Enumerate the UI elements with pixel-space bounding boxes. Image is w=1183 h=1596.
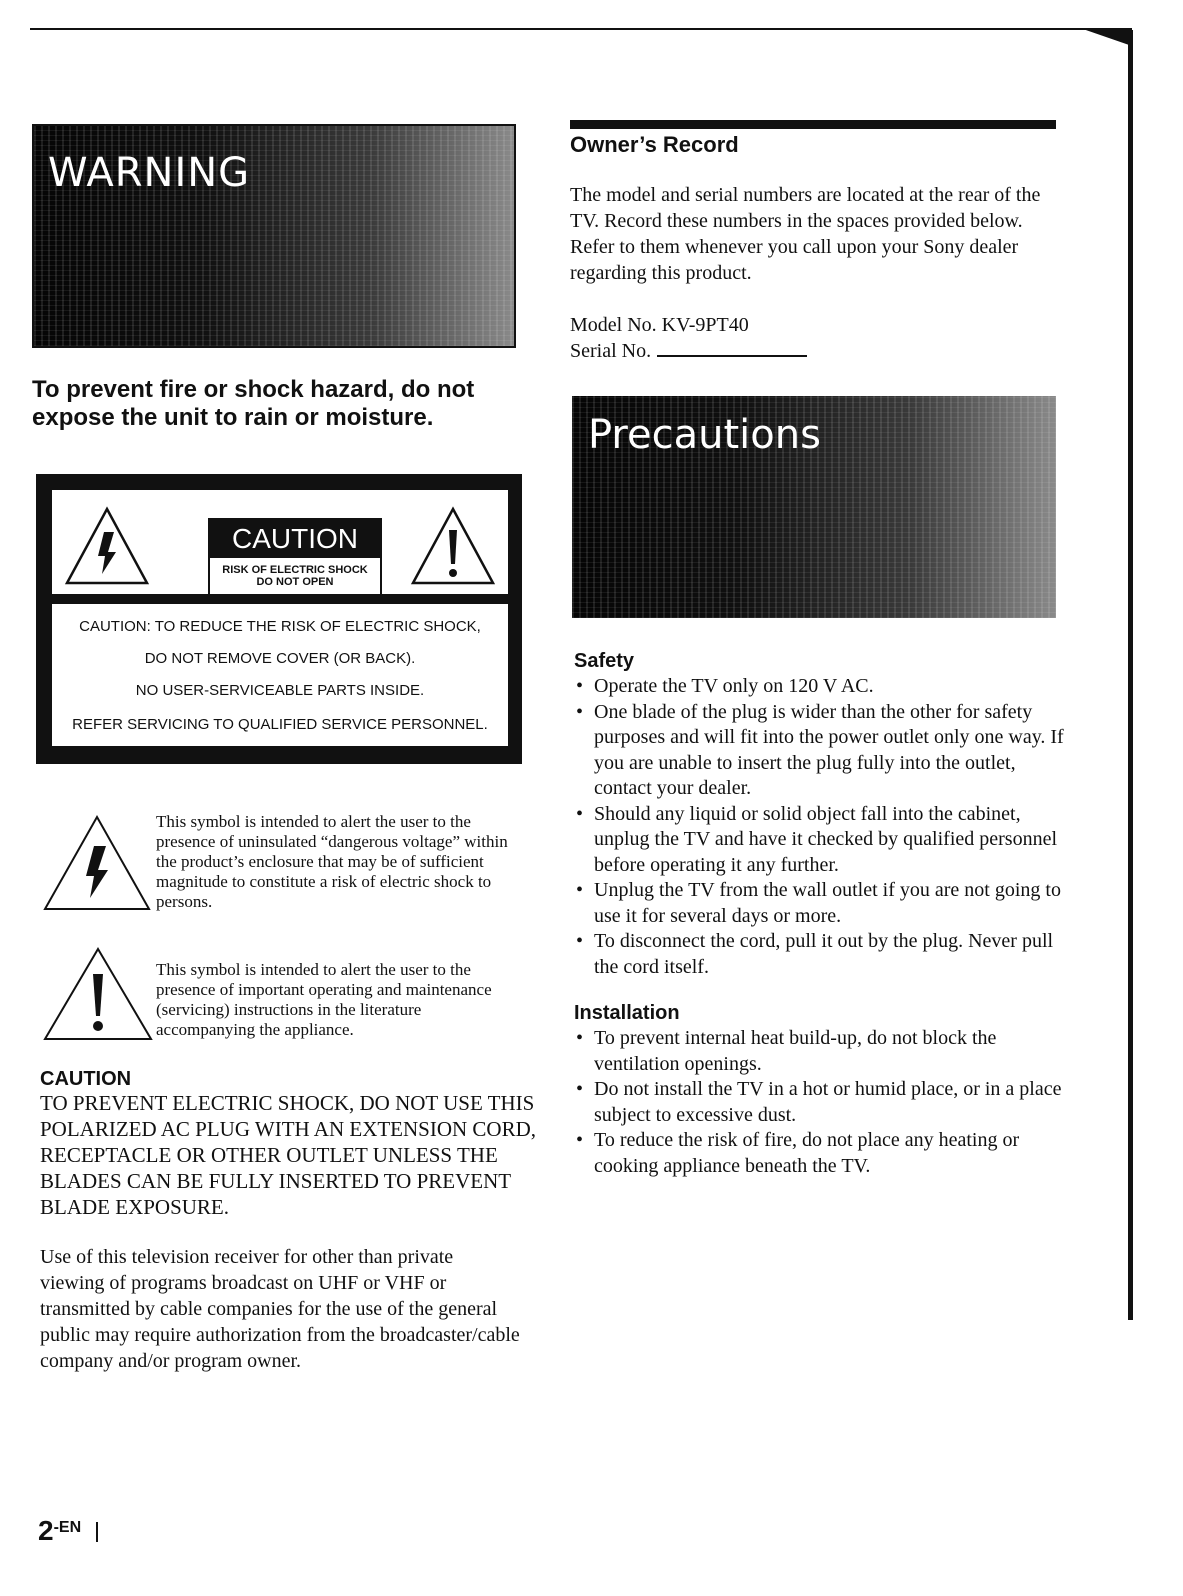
owners-record-title: Owner’s Record xyxy=(570,132,739,157)
page-number xyxy=(38,1515,81,1547)
serial-number xyxy=(570,338,807,364)
list-item: • To disconnect the cord, pull it out by the plug. Never pull the cord itself. xyxy=(574,929,1064,980)
lightning-warning-icon xyxy=(64,506,150,586)
warning-banner xyxy=(32,124,516,348)
caution-label-top xyxy=(52,490,508,594)
exclamation-symbol-text: This symbol is intended to alert the user to the presence of important operating and maintenance (servicing) instructions in the literature accompanying the appliance. xyxy=(156,960,492,1039)
warning-title: WARNING xyxy=(48,150,251,196)
list-item: • One blade of the plug is wider than the other for safety purposes and will fit into the power outlet only one way. If you are unable to insert the plug fully into the outlet, contact your dealer. xyxy=(574,700,1064,802)
caution-label-text xyxy=(52,604,508,746)
caution-label-title: CAUTION xyxy=(210,520,380,558)
top-rule xyxy=(30,28,1130,30)
safety-heading: Safety xyxy=(574,650,635,672)
list-item: • To prevent internal heat build-up, do not block the ventilation openings. xyxy=(574,1026,1064,1077)
page-number-divider xyxy=(96,1522,98,1542)
list-item: • Do not install the TV in a hot or humid place, or in a place subject to excessive dust. xyxy=(574,1077,1064,1128)
list-item: • Should any liquid or solid object fall into the cabinet, unplug the TV and have it checked by qualified personnel before operating it any further. xyxy=(574,802,1064,879)
serial-number-blank xyxy=(657,339,807,357)
caution-label-line2: DO NOT REMOVE COVER (OR BACK). xyxy=(144,650,416,667)
use-notice: Use of this television receiver for other than private viewing of programs broadcast on UHF or VHF or transmitted by cable companies for the use of the general public may require authorization from the broadcaster/cable company and/or program owner. xyxy=(40,1246,520,1372)
hazard-notice: To prevent fire or shock hazard, do not expose the unit to rain or moisture. xyxy=(32,376,475,431)
installation-heading: Installation xyxy=(574,1002,680,1024)
plug-caution-heading: CAUTION xyxy=(40,1068,132,1090)
caution-label xyxy=(208,518,382,596)
page-number-value: 2 xyxy=(38,1515,54,1546)
page-right-edge xyxy=(1128,30,1133,1320)
caution-label-sub-line1: RISK OF ELECTRIC SHOCK xyxy=(222,564,368,576)
safety-list xyxy=(574,674,1064,980)
caution-label-box xyxy=(36,474,522,764)
caution-label-line1: CAUTION: TO REDUCE THE RISK OF ELECTRIC SHOCK, xyxy=(79,618,481,635)
precautions-banner xyxy=(572,396,1056,618)
page-corner xyxy=(1080,28,1132,46)
page-number-suffix: -EN xyxy=(53,1519,82,1536)
list-item: • To reduce the risk of fire, do not place any heating or cooking appliance beneath the TV. xyxy=(574,1128,1064,1179)
lightning-symbol-text: This symbol is intended to alert the user to the presence of uninsulated “dangerous voltage” within the product’s enclosure that may be of sufficient magnitude to constitute a risk of electric shock to persons. xyxy=(156,812,508,911)
caution-label-line4: REFER SERVICING TO QUALIFIED SERVICE PERSONNEL. xyxy=(72,716,488,733)
lightning-symbol-icon xyxy=(42,814,152,912)
caution-label-line3: NO USER-SERVICEABLE PARTS INSIDE. xyxy=(135,682,425,699)
plug-caution-body: TO PREVENT ELECTRIC SHOCK, DO NOT USE THIS POLARIZED AC PLUG WITH AN EXTENSION CORD, RECEPTACLE OR OTHER OUTLET UNLESS THE BLADES CAN BE FULLY INSERTED TO PREVENT BLADE EXPOSURE. xyxy=(40,1091,537,1219)
owners-record-body: The model and serial numbers are located at the rear of the TV. Record these numbers in the spaces provided below. Refer to them whenever you call upon your Sony dealer regarding this product. xyxy=(570,184,1041,284)
installation-list xyxy=(574,1026,1064,1179)
list-item: • Operate the TV only on 120 V AC. xyxy=(574,674,1064,700)
caution-label-subtitle xyxy=(210,564,380,588)
exclamation-symbol-icon xyxy=(42,946,154,1042)
serial-number-label: Serial No. xyxy=(570,340,652,362)
precautions-title: Precautions xyxy=(588,412,821,458)
list-item: • Unplug the TV from the wall outlet if you are not going to use it for several days or more. xyxy=(574,878,1064,929)
exclamation-warning-icon xyxy=(410,506,496,586)
caution-label-sub-line2: DO NOT OPEN xyxy=(256,576,334,588)
owners-record-rule xyxy=(570,120,1056,129)
model-number: Model No. KV-9PT40 xyxy=(570,314,749,336)
